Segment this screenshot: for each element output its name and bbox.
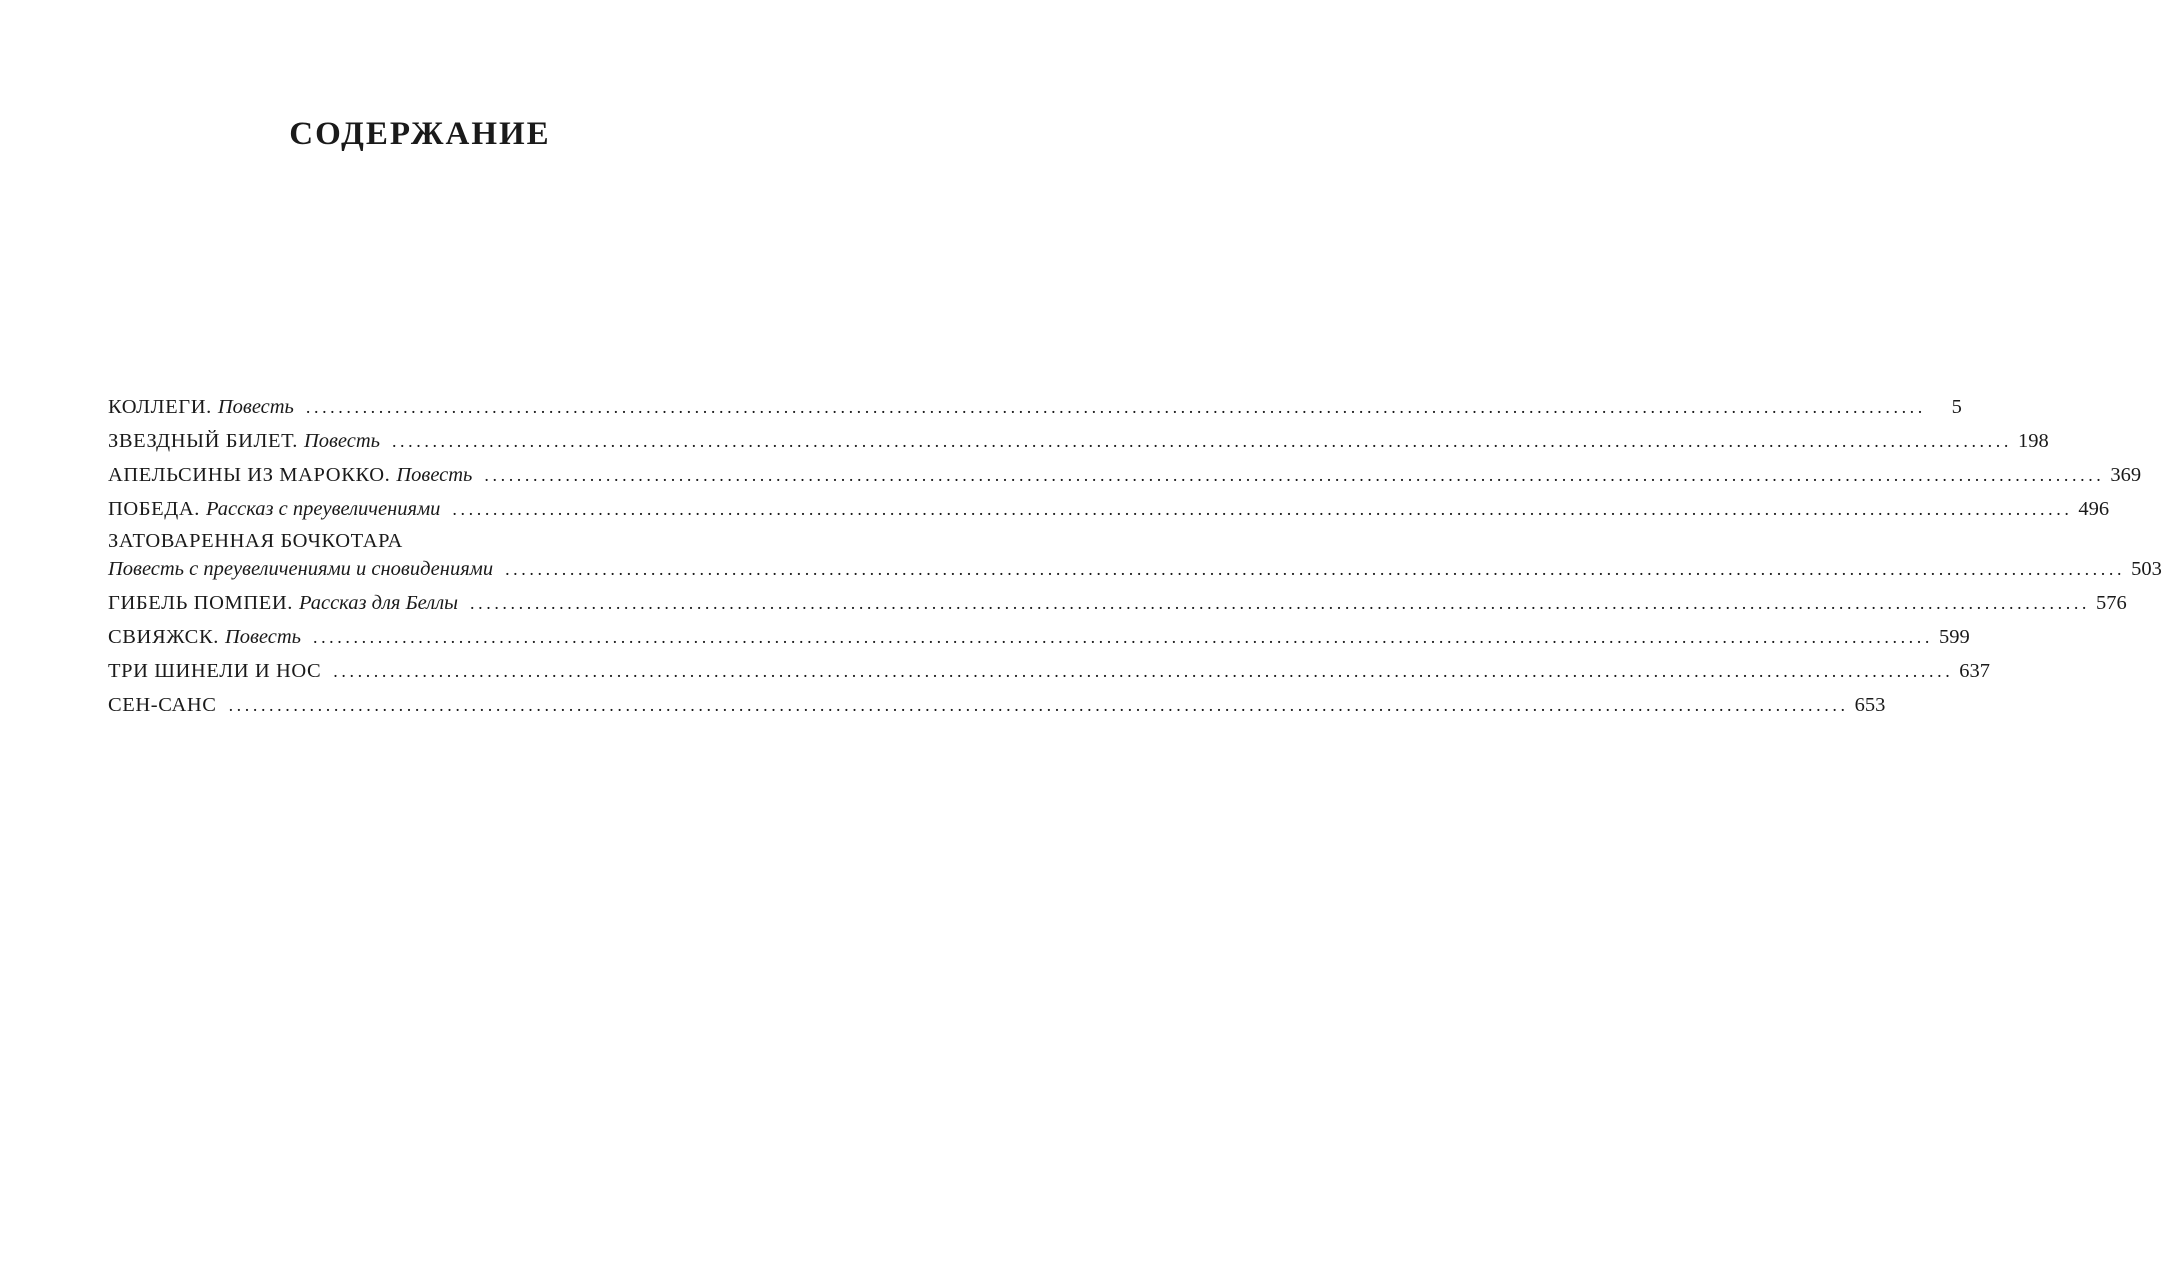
toc-entry-title: СЕН-САНС <box>108 694 217 716</box>
dot-leader: ........................................................................................................................................................................................................ <box>391 431 2012 451</box>
toc-entry-page: 369 <box>2110 464 2142 486</box>
toc-entry <box>108 460 2142 490</box>
toc-entry-subtitle: Повесть <box>224 626 301 648</box>
dot-leader: ........................................................................................................................................................................................................ <box>333 661 1954 681</box>
toc-entry-subtitle: Рассказ для Беллы <box>298 592 459 614</box>
dot-leader: ........................................................................................................................................................................................................ <box>228 695 1849 715</box>
toc-entry <box>108 690 1886 720</box>
toc-entry <box>108 426 2049 456</box>
dot-leader: ........................................................................................................................................................................................................ <box>505 559 2126 579</box>
toc-entry <box>108 622 1970 652</box>
dot-leader: ........................................................................................................................................................................................................ <box>312 627 1933 647</box>
toc-entry <box>108 494 2110 524</box>
dot-leader: ........................................................................................................................................................................................................ <box>470 593 2091 613</box>
toc-entry-page: 5 <box>1951 396 1962 418</box>
dot-leader: ........................................................................................................................................................................................................ <box>484 465 2105 485</box>
toc-entry <box>108 656 1991 686</box>
toc-entry-title: ГИБЕЛЬ ПОМПЕИ. <box>108 592 293 614</box>
dot-leader: ........................................................................................................................................................................................................ <box>305 397 1926 417</box>
toc-entry-page: 496 <box>2078 498 2110 520</box>
toc-entry-page: 653 <box>1854 694 1886 716</box>
toc-entry <box>108 588 2127 618</box>
toc-entry-subtitle: Повесть <box>396 464 473 486</box>
toc-entry <box>108 392 1962 422</box>
toc-entry-title: КОЛЛЕГИ. <box>108 396 212 418</box>
toc-entry-title: ПОБЕДА. <box>108 498 201 520</box>
toc-entry <box>108 528 2162 584</box>
toc-entry-subtitle: Повесть <box>303 430 380 452</box>
toc-entry-title: ТРИ ШИНЕЛИ И НОС <box>108 660 322 682</box>
toc-entry-subtitle: Рассказ с преувеличениями <box>206 498 441 520</box>
page-title: СОДЕРЖАНИЕ <box>289 116 551 152</box>
toc-entry-subtitle: Повесть <box>217 396 294 418</box>
toc-entry-title: СВИЯЖСК. <box>108 626 219 648</box>
toc-entry-title: ЗАТОВАРЕННАЯ БОЧКОТАРА <box>108 530 403 552</box>
toc-entry-subtitle: Повесть с преувеличениями и сновидениями <box>108 558 494 580</box>
toc-entry-page: 599 <box>1938 626 1970 648</box>
toc-entry-title: ЗВЕЗДНЫЙ БИЛЕТ. <box>108 430 298 452</box>
dot-leader: ........................................................................................................................................................................................................ <box>452 499 2073 519</box>
toc-entry-page: 637 <box>1959 660 1991 682</box>
toc-entry-page: 503 <box>2131 558 2162 580</box>
table-of-contents <box>108 392 2162 724</box>
toc-entry-page: 576 <box>2096 592 2127 614</box>
toc-entry-page: 198 <box>2017 430 2049 452</box>
toc-entry-title: АПЕЛЬСИНЫ ИЗ МАРОККО. <box>108 464 391 486</box>
